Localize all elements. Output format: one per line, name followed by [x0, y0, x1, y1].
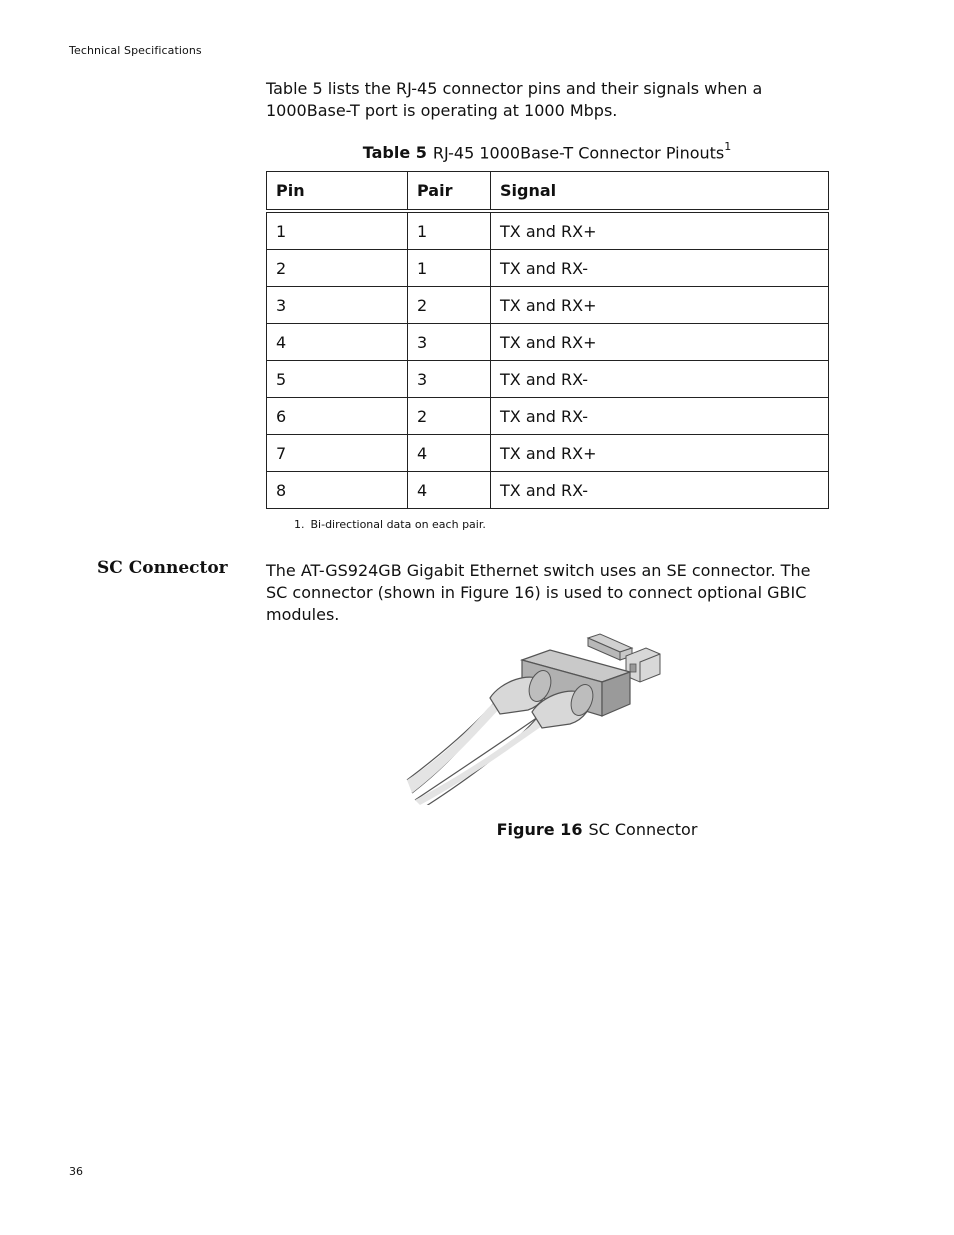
table-header-row [267, 172, 829, 212]
figure-caption [266, 820, 928, 839]
signal-cell: TX and RX+ [491, 287, 829, 324]
table-caption-text: RJ-45 1000Base-T Connector Pinouts [432, 143, 725, 163]
column-header-pin: Pin [267, 172, 408, 212]
pair-cell: 4 [408, 435, 491, 472]
pin-cell: 3 [267, 287, 408, 324]
pair-cell: 1 [408, 211, 491, 250]
pair-cell: 2 [408, 287, 491, 324]
signal-cell: TX and RX+ [491, 435, 829, 472]
table-row [267, 398, 829, 435]
table-row [267, 472, 829, 509]
pin-cell: 4 [267, 324, 408, 361]
table-row [267, 287, 829, 324]
pair-cell: 1 [408, 250, 491, 287]
table-caption-label: Table 5 [362, 143, 427, 163]
column-header-signal: Signal [491, 172, 829, 212]
figure-caption-text: SC Connector [588, 820, 698, 839]
pin-cell: 6 [267, 398, 408, 435]
section-paragraph: The AT-GS924GB Gigabit Ethernet switch uses an SE connector. The SC connector (shown in Figure 16) is used to connect optional GBIC modules. [266, 561, 811, 624]
pin-cell: 7 [267, 435, 408, 472]
table-footnote-ref: 1 [724, 140, 732, 153]
signal-cell: TX and RX- [491, 361, 829, 398]
pair-cell: 4 [408, 472, 491, 509]
table-row [267, 324, 829, 361]
sc-connector-illustration [400, 630, 670, 805]
signal-cell: TX and RX- [491, 472, 829, 509]
pair-cell: 3 [408, 324, 491, 361]
signal-cell: TX and RX- [491, 398, 829, 435]
footnote-number: 1. [294, 518, 305, 531]
signal-cell: TX and RX+ [491, 211, 829, 250]
signal-cell: TX and RX- [491, 250, 829, 287]
figure [400, 630, 670, 805]
footnote-text: Bi-directional data on each pair. [310, 518, 486, 531]
pair-cell: 2 [408, 398, 491, 435]
pin-cell: 5 [267, 361, 408, 398]
column-header-pair: Pair [408, 172, 491, 212]
pair-cell: 3 [408, 361, 491, 398]
page-number: 36 [69, 1165, 83, 1178]
section-heading: SC Connector [97, 558, 228, 578]
pinouts-table [266, 171, 829, 509]
running-header: Technical Specifications [69, 44, 202, 57]
table-row [267, 361, 829, 398]
table-footnote [294, 518, 486, 531]
intro-paragraph: Table 5 lists the RJ-45 connector pins and their signals when a 1000Base-T port is operating at 1000 Mbps. [266, 79, 763, 120]
figure-caption-label: Figure 16 [496, 820, 583, 839]
table-row [267, 211, 829, 250]
pin-cell: 1 [267, 211, 408, 250]
table-row [267, 250, 829, 287]
pin-cell: 8 [267, 472, 408, 509]
pin-cell: 2 [267, 250, 408, 287]
table-caption [266, 138, 828, 164]
table-row [267, 435, 829, 472]
signal-cell: TX and RX+ [491, 324, 829, 361]
